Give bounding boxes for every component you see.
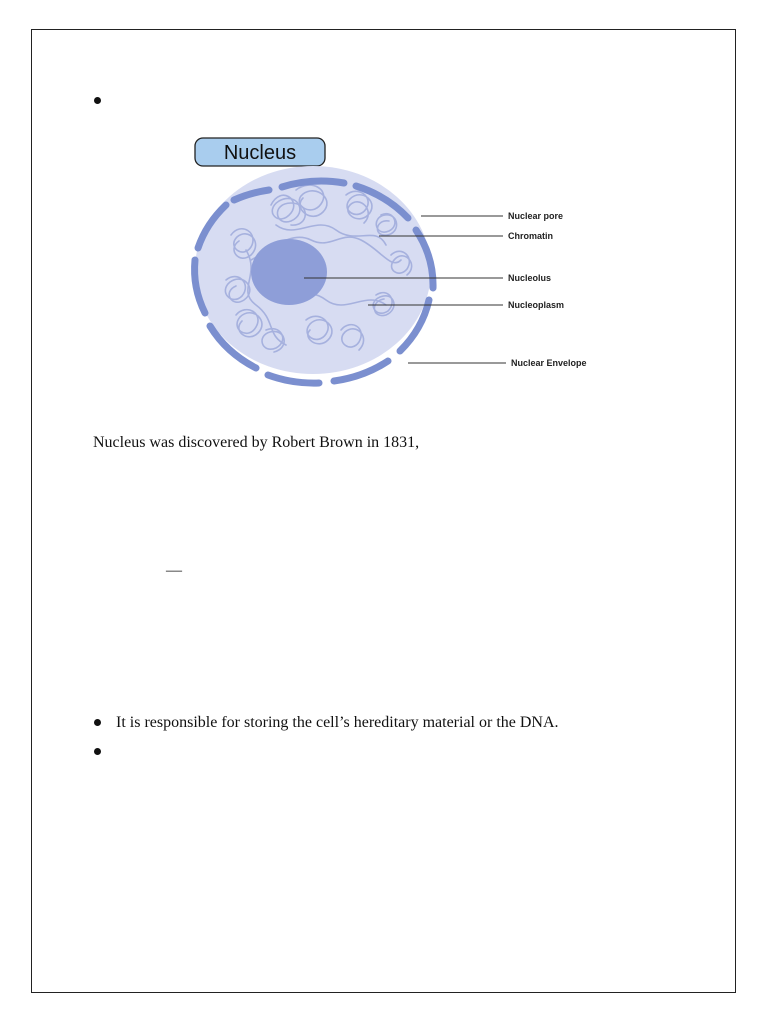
nucleolus-body (251, 239, 327, 305)
diagram-title: Nucleus (223, 142, 297, 164)
dash-mark: — (166, 562, 182, 579)
label-nuclear-pore: Nuclear pore (508, 211, 564, 221)
label-nucleoplasm: Nucleoplasm (508, 300, 565, 310)
bullet-marker-1 (94, 719, 101, 726)
label-chromatin: Chromatin (508, 231, 553, 241)
bullet-text-1: It is responsible for storing the cell’s hereditary material or the DNA. (116, 714, 559, 731)
empty-bullet-top (94, 97, 101, 104)
empty-bullet-bottom (94, 748, 101, 755)
nucleus-diagram (176, 130, 596, 410)
discovery-sentence: Nucleus was discovered by Robert Brown in 1831, (93, 434, 420, 451)
label-nuclear-envelope: Nuclear Envelope (511, 358, 587, 368)
label-nucleolus: Nucleolus (508, 273, 552, 283)
